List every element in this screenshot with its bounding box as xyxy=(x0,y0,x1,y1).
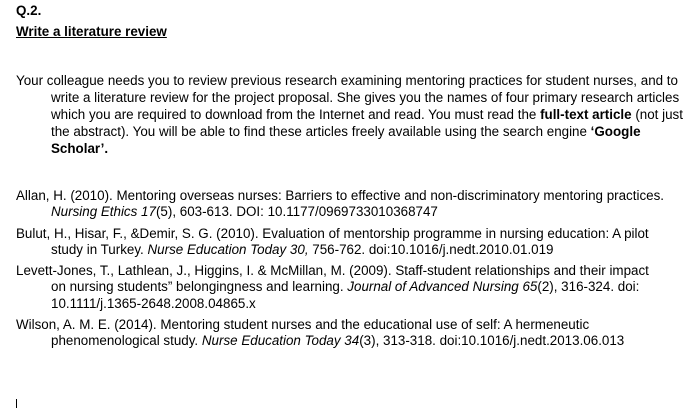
instructions-text-2: (not just the abstract). You will be able to find these articles freely available using the search engine xyxy=(51,107,683,139)
instructions-bold-2: ‘Google Scholar’. xyxy=(51,124,641,156)
question-number: Q.2. xyxy=(16,3,42,18)
text-cursor xyxy=(16,399,17,408)
reference-authors: Allan, H. (2010). Mentoring overseas nurses: Barriers to effective and non-discriminatory mentoring practices. xyxy=(16,188,665,203)
reference-item xyxy=(16,188,666,221)
reference-list xyxy=(16,188,666,355)
reference-details: (3), 313-318. doi:10.1016/j.nedt.2013.06.013 xyxy=(359,333,625,349)
reference-authors: Wilson, A. M. E. (2014). Mentoring student nurses and the educational use of self: A hermeneutic phenomenological study. xyxy=(16,317,590,349)
reference-authors: Levett-Jones, T., Lathlean, J., Higgins, I. & McMillan, M. (2009). Staff-student relationships and their impact on nursing students” belongingness and learning. xyxy=(16,263,649,295)
reference-item xyxy=(16,263,666,312)
reference-authors: Bulut, H., Hisar, F., &Demir, S. G. (2010). Evaluation of mentorship programme in nursing education: A pilot study in Turkey. xyxy=(16,225,649,257)
reference-details: (5), 603-613. DOI: 10.1177/0969733010368747 xyxy=(155,204,438,220)
reference-journal: Nursing Ethics 17 xyxy=(51,204,156,220)
reference-details: (2), 316-324. doi: 10.1111/j.1365-2648.2008.04865.x xyxy=(51,279,640,311)
instructions-paragraph xyxy=(16,72,691,157)
instructions-bold-1: full-text article xyxy=(540,107,632,122)
reference-journal: Journal of Advanced Nursing 65 xyxy=(347,279,538,295)
question-title: Write a literature review xyxy=(16,24,167,39)
reference-journal: Nurse Education Today 30, xyxy=(147,241,309,257)
reference-journal: Nurse Education Today 34 xyxy=(201,333,360,349)
instructions-text-1: Your colleague needs you to review previous research examining mentoring practices for student nurses, and to write a literature review for the project proposal. She gives you the names of four primary research articles which you are required to download from the Internet and read. You must read the xyxy=(16,73,680,122)
reference-details: 756-762. doi:10.1016/j.nedt.2010.01.019 xyxy=(308,241,554,257)
reference-item xyxy=(16,226,666,259)
reference-item xyxy=(16,317,666,350)
